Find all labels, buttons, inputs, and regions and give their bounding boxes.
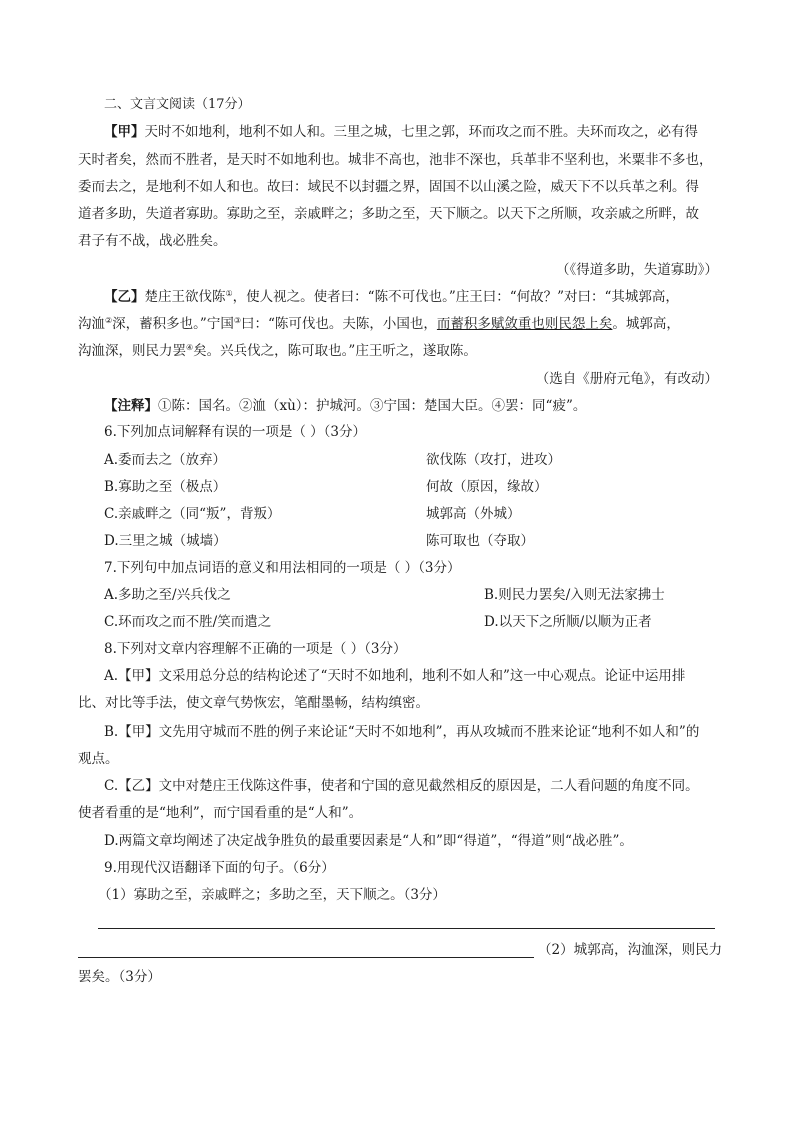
q7-stem: 7.下列句中加点词语的意义和用法相同的一项是（ ）（3分）: [104, 560, 461, 576]
q8-option-a-1: A.【甲】文采用总分总的结构论述了“天时不如地利，地利不如人和”这一中心观点。论证中运用排: [104, 668, 686, 684]
q6-stem: 6.下列加点词解释有误的一项是（ ）（3分）: [104, 424, 367, 440]
note-marker-1: ①: [225, 289, 233, 298]
q8-option-b-2: 观点。: [78, 751, 119, 767]
notes: 【注释】①陈：国名。②洫（xù）：护城河。③宁国：楚国大臣。④罢：同“疲”。: [104, 398, 587, 414]
jia-line-2: 天时者矣，然而不胜者，是天时不如地利也。城非不高也，池非不深也，兵革非不坚利也，米粟非不多也，: [78, 152, 713, 168]
section-title: 二、文言文阅读（17分）: [104, 97, 251, 112]
answer-line-2[interactable]: [78, 957, 534, 958]
jia-line-5: 君子有不战，战必胜矣。: [78, 233, 227, 249]
yi-source: （选自《册府元龟》，有改动）: [535, 371, 718, 387]
jia-tag: 【甲】: [104, 124, 145, 140]
q9-stem: 9.用现代汉语翻译下面的句子。（6分）: [104, 860, 335, 876]
notes-tag: 【注释】: [104, 398, 158, 414]
q6-row-c: C.亲戚畔之（同“叛”，背叛） 城郭高（外城）: [104, 506, 521, 522]
jia-line-4: 道者多助，失道者寡助。寡助之至，亲戚畔之；多助之至，天下顺之。以天下之所顺，攻亲戚之所畔，故: [78, 206, 699, 222]
q7-row-2: C.环而攻之而不胜/笑而遣之 D.以天下之所顺/以顺为正者: [104, 614, 652, 630]
q9-sentence-2: （2）城郭高，沟洫深，则民力: [538, 942, 723, 958]
q9-sentence-1: （1）寡助之至，亲戚畔之；多助之至，天下顺之。（3分）: [98, 887, 446, 903]
note-marker-3: ③: [233, 316, 241, 325]
q6-row-a: A.委而去之（放弃） 欲伐陈（攻打，进攻）: [104, 452, 561, 468]
q9-sentence-2-cont: 罢矣。（3分）: [78, 969, 161, 985]
q8-stem: 8.下列对文章内容理解不正确的一项是（ ）（3分）: [104, 641, 407, 657]
yi-line-2: 沟洫②深，蓄积多也。”宁国③曰：“陈可伐也。夫陈，小国也，而蓄积多赋敛重也则民怨上矣。城郭高，: [78, 316, 680, 332]
q7-row-1: A.多助之至/兴兵伐之 B.则民力罢矣/入则无法家拂士: [104, 587, 665, 603]
yi-tag: 【乙】: [104, 289, 145, 305]
q8-option-b-1: B.【甲】文先用守城而不胜的例子来论证“天时不如地利”，再从攻城而不胜来论证“地利不如人和”的: [104, 724, 700, 740]
q8-option-a-2: 比、对比等手法，使文章气势恢宏，笔酣墨畅，结构缜密。: [78, 695, 429, 711]
yi-line-3: 沟洫深，则民力罢④矣。兴兵伐之，陈可取也。”庄王听之，遂取陈。: [78, 343, 477, 359]
underlined-sentence: 而蓄积多赋敛重也则民怨上矣: [436, 316, 613, 332]
note-marker-2: ②: [105, 316, 113, 325]
answer-line-1[interactable]: [98, 928, 715, 929]
q8-option-c-1: C.【乙】文中对楚庄王伐陈这件事，使者和宁国的意见截然相反的原因是，二人看问题的角度不同。: [104, 778, 699, 794]
note-marker-4: ④: [186, 343, 194, 352]
q8-option-c-2: 使者看重的是“地利”，而宁国看重的是“人和”。: [78, 805, 363, 821]
jia-source: （《得道多助，失道寡助》）: [556, 262, 718, 278]
jia-line-1: 【甲】天时不如地利，地利不如人和。三里之城，七里之郭，环而攻之而不胜。夫环而攻之，必有得: [104, 124, 698, 140]
yi-line-1: 【乙】楚庄王欲伐陈①，使人视之。使者曰：“陈不可伐也。”庄王曰：“何故？”对曰：“其城郭高，: [104, 289, 679, 305]
q8-option-d: D.两篇文章均阐述了决定战争胜负的最重要因素是“人和”即“得道”，“得道”则“战必胜”。: [104, 833, 633, 849]
q6-row-d: D.三里之城（城墙） 陈可取也（夺取）: [104, 533, 534, 549]
jia-line-3: 委而去之，是地利不如人和也。故曰：域民不以封疆之界，固国不以山溪之险，威天下不以兵革之利。得: [78, 179, 699, 195]
q6-row-b: B.寡助之至（极点） 何故（原因，缘故）: [104, 479, 548, 495]
